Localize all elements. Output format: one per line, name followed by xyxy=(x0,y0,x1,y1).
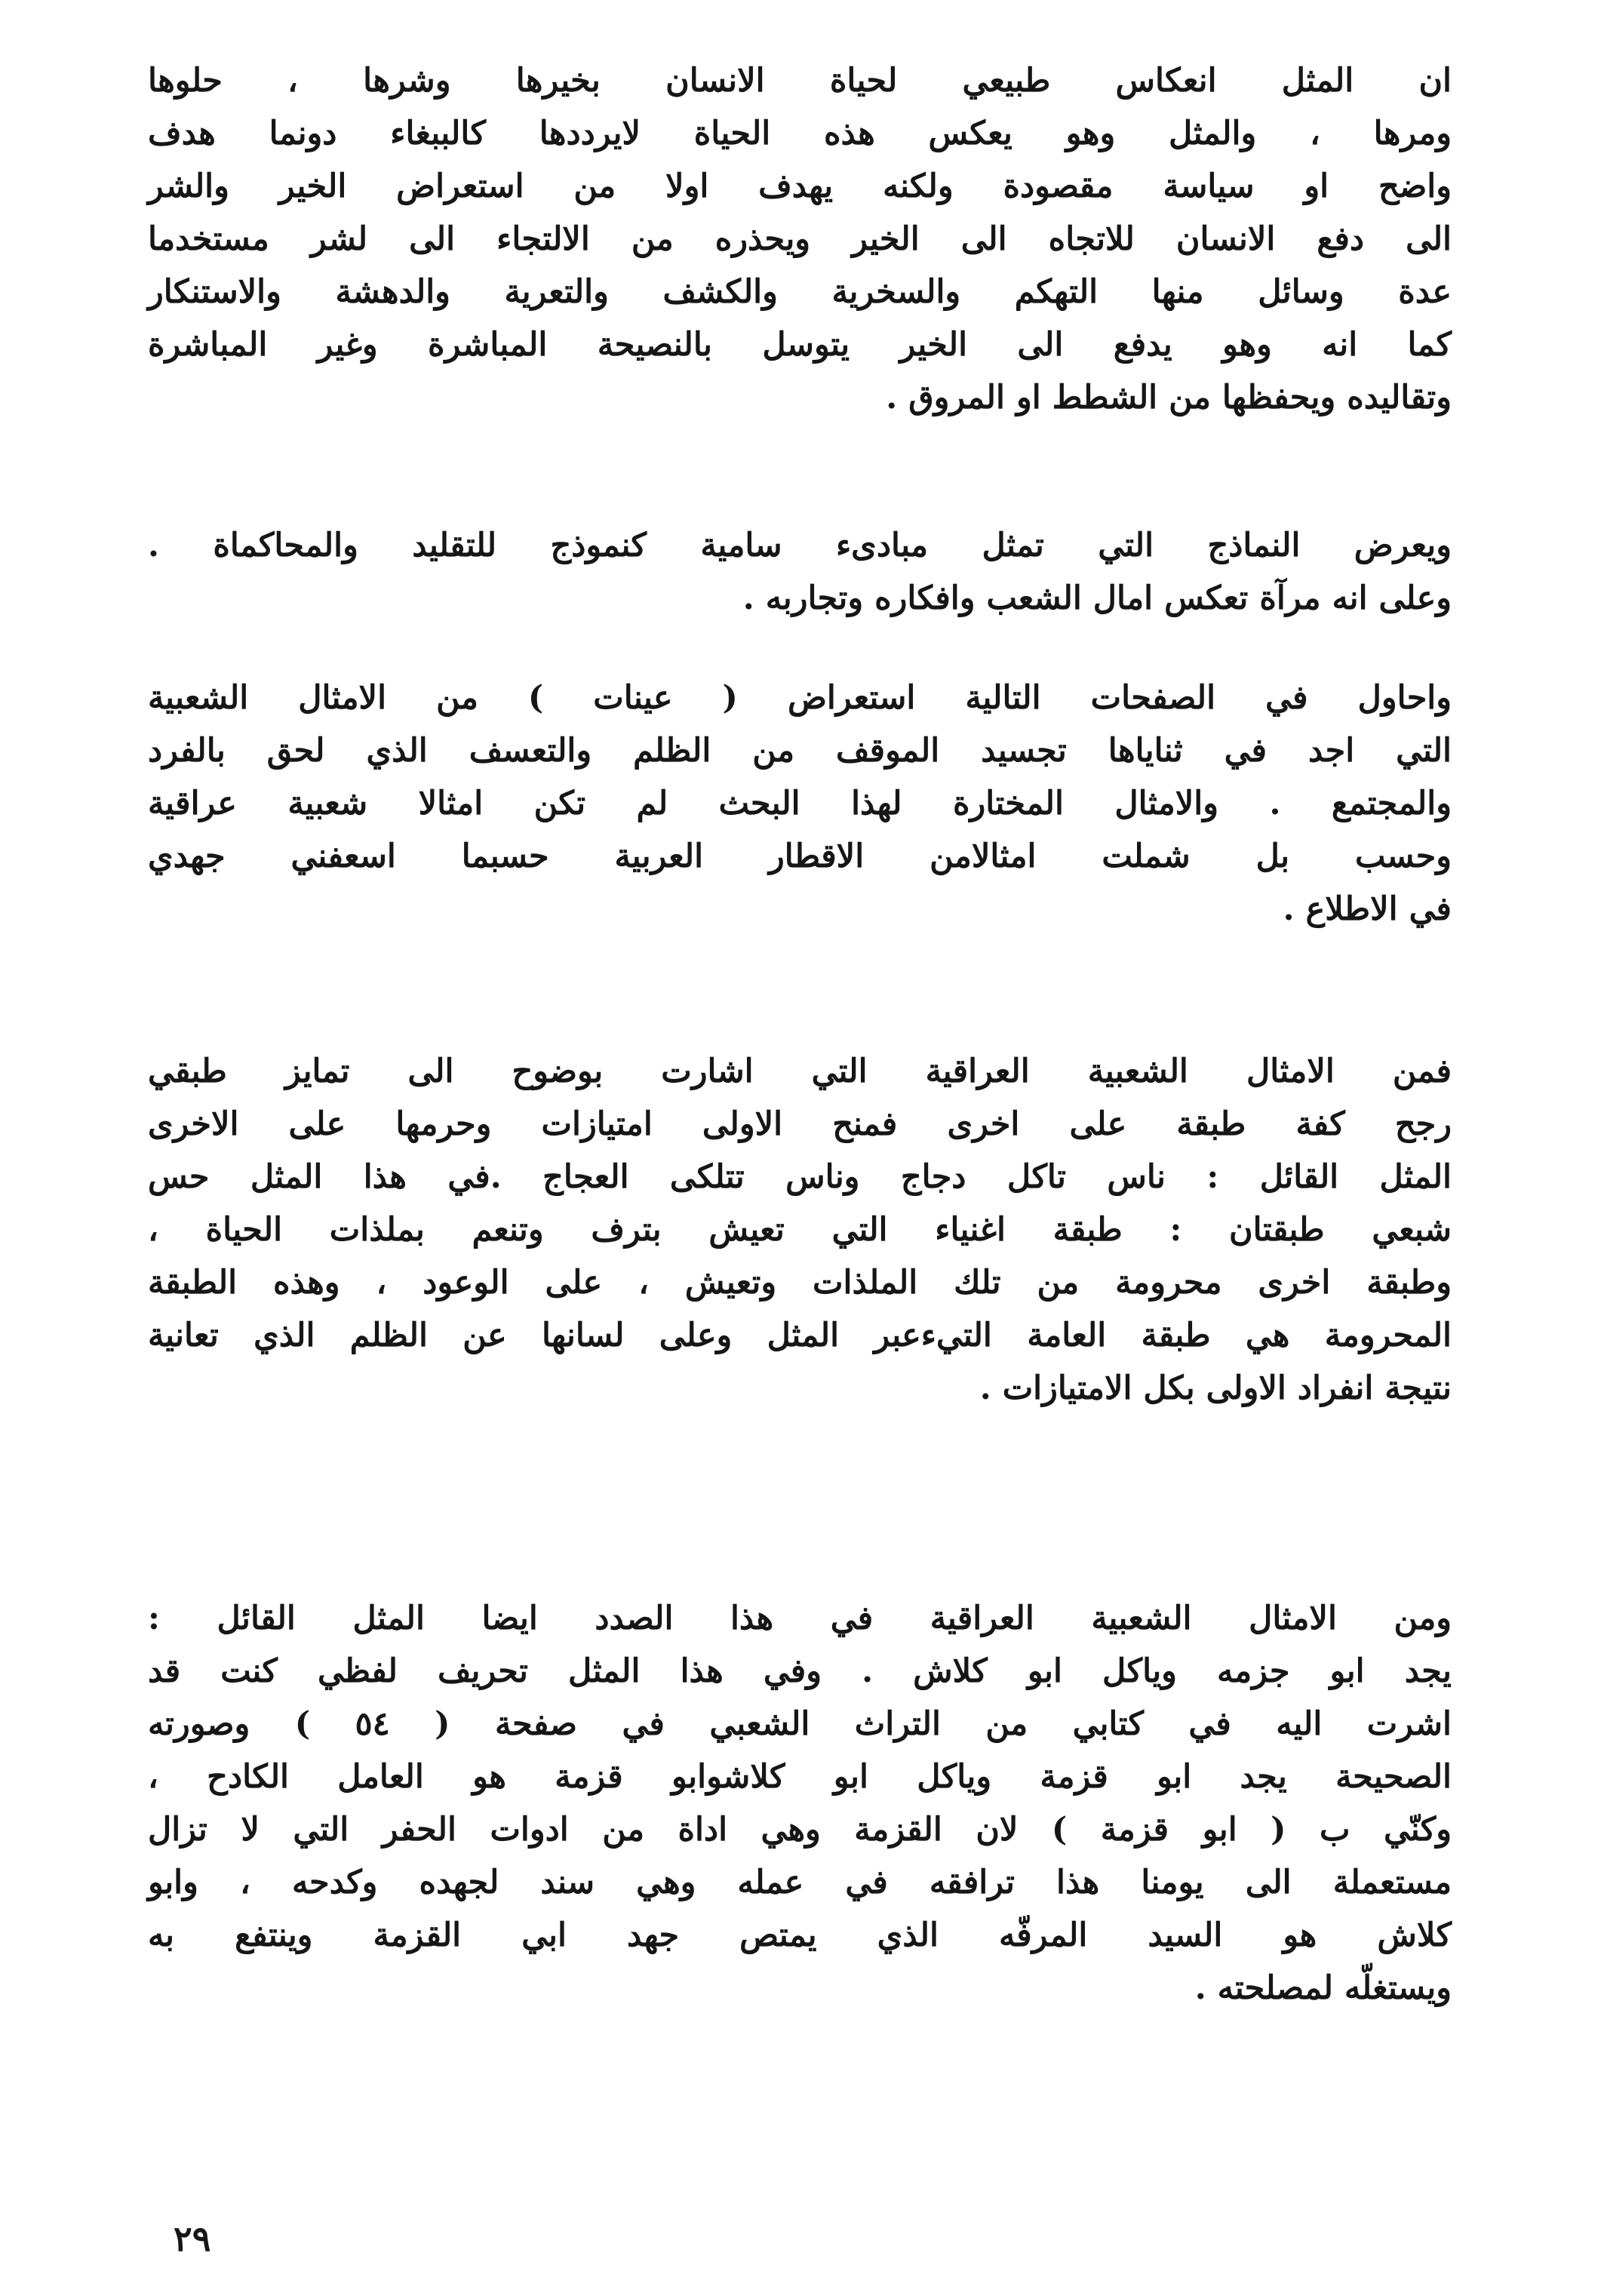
text-line: والمجتمع . والامثال المختارة لهذا البحث لم تكن امثالا شعبية عراقية xyxy=(148,785,1452,822)
text-line: رجح كفة طبقة على اخرى فمنح الاولى امتيازات وحرمها على الاخرى xyxy=(148,1105,1452,1143)
text-line: المثل القائل : ناس تاكل دجاج وناس تتلكى العجاج .في هذا المثل حس xyxy=(148,1158,1452,1196)
text-line: التي اجد في ثناياها تجسيد الموقف من الظلم والتعسف الذي لحق بالفرد xyxy=(148,732,1452,770)
text-line: في الاطلاع . xyxy=(1283,890,1452,928)
paragraph xyxy=(148,54,1452,424)
text-line: كلاش هو السيد المرفّه الذي يمتص جهد ابي القزمة وينتفع به xyxy=(148,1916,1452,1954)
paragraph xyxy=(148,1592,1452,2015)
text-line: ويعرض النماذج التي تمثل مبادىء سامية كنموذج للتقليد والمحاكماة . xyxy=(148,527,1452,564)
text-line: ومن الامثال الشعبية العراقية في هذا الصدد ايضا المثل القائل : xyxy=(148,1600,1452,1637)
text-line: يجد ابو جزمه وياكل ابو كلاش . وفي هذا المثل تحريف لفظي كنت قد xyxy=(148,1652,1452,1690)
text-line: كما انه وهو يدفع الى الخير يتوسل بالنصيحة المباشرة وغير المباشرة xyxy=(148,326,1452,364)
text-line: وكنّي ب ( ابو قزمة ) لان القزمة وهي اداة من ادوات الحفر التي لا تزال xyxy=(148,1811,1452,1849)
page-number: ٢٩ xyxy=(174,2218,211,2259)
text-line: واحاول في الصفحات التالية استعراض ( عينات ) من الامثال الشعبية xyxy=(148,679,1452,717)
paragraph xyxy=(148,519,1452,625)
text-line: الصحيحة يجد ابو قزمة وياكل ابو كلاشوابو قزمة هو العامل الكادح ، xyxy=(148,1758,1452,1796)
text-line: شبعي طبقتان : طبقة اغنياء التي تعيش بترف وتنعم بملذات الحياة ، xyxy=(148,1211,1452,1249)
text-line: نتيجة انفراد الاولى بكل الامتيازات . xyxy=(979,1369,1452,1407)
text-line: وطبقة اخرى محرومة من تلك الملذات وتعيش ، على الوعود ، وهذه الطبقة xyxy=(148,1264,1452,1302)
paragraph xyxy=(148,1045,1452,1415)
text-line: وتقاليده ويحفظها من الشطط او المروق . xyxy=(886,379,1452,416)
text-line: المحرومة هي طبقة العامة التيءعبر المثل وعلى لسانها عن الظلم الذي تعانية xyxy=(148,1317,1452,1354)
text-line: وعلى انه مرآة تعكس امال الشعب وافكاره وتجاربه . xyxy=(742,579,1452,617)
text-line: وحسب بل شملت امثالامن الاقطار العربية حسبما اسعفني جهدي xyxy=(148,838,1452,875)
text-line: الى دفع الانسان للاتجاه الى الخير ويحذره من الالتجاء الى لشر مستخدما xyxy=(148,220,1452,258)
text-line: ان المثل انعكاس طبيعي لحياة الانسان بخيرها وشرها ، حلوها xyxy=(148,62,1452,100)
text-line: ويستغلّه لمصلحته . xyxy=(1194,1969,1452,2007)
paragraph xyxy=(148,672,1452,936)
text-line: ومرها ، والمثل وهو يعكس هذه الحياة لايرددها كالببغاء دونما هدف xyxy=(148,115,1452,152)
text-line: مستعملة الى يومنا هذا ترافقه في عمله وهي سند لجهده وكدحه ، وابو xyxy=(148,1864,1452,1901)
text-line: واضح او سياسة مقصودة ولكنه يهدف اولا من استعراض الخير والشر xyxy=(148,168,1452,205)
text-line: عدة وسائل منها التهكم والسخرية والكشف والتعرية والدهشة والاستنكار xyxy=(148,273,1452,311)
text-line: اشرت اليه في كتابي من التراث الشعبي في صفحة ( ٥٤ ) وصورته xyxy=(148,1705,1452,1743)
text-line: فمن الامثال الشعبية العراقية التي اشارت بوضوح الى تمايز طبقي xyxy=(148,1053,1452,1090)
